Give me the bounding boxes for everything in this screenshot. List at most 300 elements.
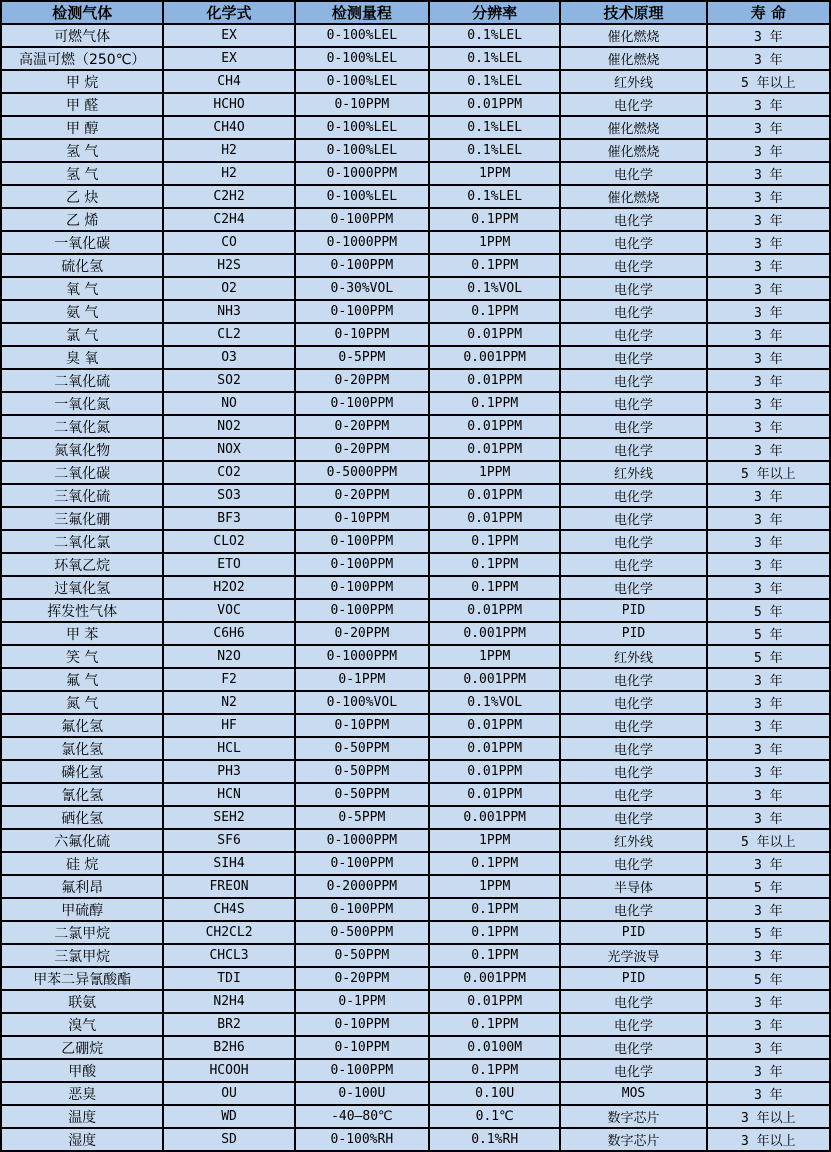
table-cell: 0.1PPM	[429, 553, 560, 576]
table-row	[1, 714, 830, 737]
table-cell: 0-100%VOL	[295, 691, 429, 714]
table-cell: 可燃气体	[1, 24, 163, 47]
table-row	[1, 645, 830, 668]
table-cell: 氰化氢	[1, 783, 163, 806]
table-cell: 0-50PPM	[295, 783, 429, 806]
table-cell: 0.001PPM	[429, 806, 560, 829]
table-cell: NO2	[163, 415, 294, 438]
table-cell: 0.1%LEL	[429, 185, 560, 208]
table-cell: CH4O	[163, 116, 294, 139]
table-cell: 3 年	[707, 47, 830, 70]
table-cell: 0.10U	[429, 1082, 560, 1105]
table-cell: 0.01PPM	[429, 415, 560, 438]
table-cell: H2S	[163, 254, 294, 277]
table-cell: 3 年	[707, 346, 830, 369]
table-cell: 1PPM	[429, 231, 560, 254]
table-cell: 0-5000PPM	[295, 461, 429, 484]
table-cell: 0-20PPM	[295, 415, 429, 438]
table-cell: 0-1PPM	[295, 990, 429, 1013]
table-cell: 电化学	[560, 346, 706, 369]
table-cell: 0-100%LEL	[295, 70, 429, 93]
table-cell: 0-1000PPM	[295, 162, 429, 185]
table-cell: 一氧化碳	[1, 231, 163, 254]
table-cell: 0-20PPM	[295, 622, 429, 645]
table-cell: MOS	[560, 1082, 706, 1105]
table-row	[1, 806, 830, 829]
table-row	[1, 1128, 830, 1151]
table-cell: 0-1000PPM	[295, 231, 429, 254]
table-cell: 0.1PPM	[429, 921, 560, 944]
table-cell: 硫化氢	[1, 254, 163, 277]
table-cell: 3 年	[707, 277, 830, 300]
table-row	[1, 576, 830, 599]
table-cell: 电化学	[560, 1013, 706, 1036]
table-row	[1, 622, 830, 645]
table-row	[1, 24, 830, 47]
table-cell: 氢 气	[1, 139, 163, 162]
table-cell: 0.1PPM	[429, 898, 560, 921]
table-cell: NH3	[163, 300, 294, 323]
table-cell: C6H6	[163, 622, 294, 645]
table-cell: 0-100PPM	[295, 208, 429, 231]
table-cell: 0-100%LEL	[295, 139, 429, 162]
table-row	[1, 438, 830, 461]
column-header-gas: 检测气体	[1, 1, 163, 24]
table-cell: 3 年	[707, 507, 830, 530]
table-cell: 0-1PPM	[295, 668, 429, 691]
table-cell: 3 年	[707, 990, 830, 1013]
table-cell: 电化学	[560, 277, 706, 300]
table-cell: N2H4	[163, 990, 294, 1013]
table-cell: 电化学	[560, 1059, 706, 1082]
table-cell: FREON	[163, 875, 294, 898]
table-cell: 甲苯二异氰酸酯	[1, 967, 163, 990]
table-cell: 乙硼烷	[1, 1036, 163, 1059]
table-row	[1, 921, 830, 944]
table-cell: 0-100PPM	[295, 530, 429, 553]
table-cell: 5 年	[707, 645, 830, 668]
table-row	[1, 691, 830, 714]
table-cell: 3 年	[707, 116, 830, 139]
table-cell: 3 年	[707, 254, 830, 277]
table-cell: 0-100PPM	[295, 300, 429, 323]
table-cell: 3 年	[707, 852, 830, 875]
table-row	[1, 1082, 830, 1105]
table-cell: 二氧化氯	[1, 530, 163, 553]
column-header-range: 检测量程	[295, 1, 429, 24]
table-cell: N2	[163, 691, 294, 714]
table-body	[1, 24, 830, 1151]
table-cell: B2H6	[163, 1036, 294, 1059]
table-cell: 0.01PPM	[429, 737, 560, 760]
table-cell: 0-50PPM	[295, 760, 429, 783]
table-cell: 0.1PPM	[429, 852, 560, 875]
table-row	[1, 461, 830, 484]
table-cell: 湿度	[1, 1128, 163, 1151]
table-cell: PID	[560, 921, 706, 944]
table-cell: 甲 烷	[1, 70, 163, 93]
table-cell: 0-100PPM	[295, 254, 429, 277]
table-cell: 5 年以上	[707, 461, 830, 484]
table-cell: 1PPM	[429, 461, 560, 484]
table-row	[1, 47, 830, 70]
column-header-resolution: 分辨率	[429, 1, 560, 24]
table-cell: 0.01PPM	[429, 323, 560, 346]
table-cell: 温度	[1, 1105, 163, 1128]
table-row	[1, 599, 830, 622]
table-cell: 3 年	[707, 93, 830, 116]
table-cell: 0.1PPM	[429, 1013, 560, 1036]
table-cell: 甲硫醇	[1, 898, 163, 921]
table-row	[1, 254, 830, 277]
table-row	[1, 70, 830, 93]
table-cell: 0.01PPM	[429, 369, 560, 392]
table-cell: 数字芯片	[560, 1105, 706, 1128]
table-row	[1, 852, 830, 875]
table-cell: CO	[163, 231, 294, 254]
table-cell: SF6	[163, 829, 294, 852]
table-cell: 氟利昂	[1, 875, 163, 898]
table-cell: 二氯甲烷	[1, 921, 163, 944]
table-cell: 六氟化硫	[1, 829, 163, 852]
table-cell: CO2	[163, 461, 294, 484]
table-cell: O3	[163, 346, 294, 369]
table-cell: C2H2	[163, 185, 294, 208]
table-cell: 0.01PPM	[429, 599, 560, 622]
table-cell: 3 年	[707, 484, 830, 507]
table-cell: 0.1%LEL	[429, 24, 560, 47]
table-cell: VOC	[163, 599, 294, 622]
table-cell: PH3	[163, 760, 294, 783]
table-cell: 0.1PPM	[429, 208, 560, 231]
table-cell: 电化学	[560, 507, 706, 530]
table-cell: 3 年	[707, 668, 830, 691]
table-cell: 挥发性气体	[1, 599, 163, 622]
table-cell: 0-10PPM	[295, 323, 429, 346]
table-cell: 电化学	[560, 231, 706, 254]
table-row	[1, 990, 830, 1013]
table-cell: 5 年	[707, 921, 830, 944]
table-cell: 1PPM	[429, 162, 560, 185]
table-cell: 电化学	[560, 369, 706, 392]
table-cell: 3 年以上	[707, 1105, 830, 1128]
table-cell: 0.01PPM	[429, 507, 560, 530]
table-cell: 0-100U	[295, 1082, 429, 1105]
table-cell: 3 年	[707, 691, 830, 714]
table-cell: 乙 炔	[1, 185, 163, 208]
table-cell: 0.1PPM	[429, 944, 560, 967]
table-cell: 电化学	[560, 553, 706, 576]
table-cell: PID	[560, 622, 706, 645]
table-row	[1, 1059, 830, 1082]
table-cell: N2O	[163, 645, 294, 668]
table-cell: 5 年以上	[707, 70, 830, 93]
table-cell: 0-10PPM	[295, 93, 429, 116]
table-row	[1, 553, 830, 576]
table-cell: 0-100PPM	[295, 852, 429, 875]
table-cell: 0-2000PPM	[295, 875, 429, 898]
table-row	[1, 783, 830, 806]
table-cell: 0.1PPM	[429, 530, 560, 553]
table-row	[1, 369, 830, 392]
table-cell: 电化学	[560, 484, 706, 507]
table-cell: 0-20PPM	[295, 967, 429, 990]
table-cell: CHCL3	[163, 944, 294, 967]
table-cell: 电化学	[560, 208, 706, 231]
table-cell: 一氧化氮	[1, 392, 163, 415]
table-row	[1, 185, 830, 208]
table-cell: H2	[163, 139, 294, 162]
table-cell: 0.1%LEL	[429, 70, 560, 93]
table-cell: 0.1%LEL	[429, 47, 560, 70]
table-cell: 3 年	[707, 737, 830, 760]
table-cell: 三氟化硼	[1, 507, 163, 530]
table-cell: 氢 气	[1, 162, 163, 185]
table-cell: 0-30%VOL	[295, 277, 429, 300]
header-row	[1, 1, 830, 24]
table-cell: 0-5PPM	[295, 346, 429, 369]
table-cell: NOX	[163, 438, 294, 461]
table-cell: EX	[163, 24, 294, 47]
table-cell: HF	[163, 714, 294, 737]
table-cell: 甲酸	[1, 1059, 163, 1082]
table-cell: NO	[163, 392, 294, 415]
table-cell: TDI	[163, 967, 294, 990]
table-row	[1, 944, 830, 967]
table-row	[1, 208, 830, 231]
table-cell: 0-100PPM	[295, 599, 429, 622]
table-cell: 电化学	[560, 254, 706, 277]
table-cell: 催化燃烧	[560, 139, 706, 162]
table-cell: CL2	[163, 323, 294, 346]
table-cell: 5 年	[707, 967, 830, 990]
table-cell: 0.1PPM	[429, 392, 560, 415]
table-cell: 0.01PPM	[429, 990, 560, 1013]
table-cell: 3 年	[707, 806, 830, 829]
table-cell: 3 年	[707, 1059, 830, 1082]
table-cell: F2	[163, 668, 294, 691]
table-cell: 二氧化碳	[1, 461, 163, 484]
table-row	[1, 139, 830, 162]
table-row	[1, 346, 830, 369]
table-cell: 5 年	[707, 599, 830, 622]
table-cell: 0-100PPM	[295, 898, 429, 921]
table-cell: 3 年	[707, 760, 830, 783]
table-cell: 恶臭	[1, 1082, 163, 1105]
table-cell: 电化学	[560, 806, 706, 829]
table-cell: HCN	[163, 783, 294, 806]
table-cell: SO3	[163, 484, 294, 507]
table-cell: CH2CL2	[163, 921, 294, 944]
column-header-principle: 技术原理	[560, 1, 706, 24]
table-cell: 三氧化硫	[1, 484, 163, 507]
table-cell: 0.1PPM	[429, 254, 560, 277]
table-row	[1, 668, 830, 691]
table-cell: 0-50PPM	[295, 944, 429, 967]
table-cell: 0.01PPM	[429, 484, 560, 507]
table-cell: 0-1000PPM	[295, 645, 429, 668]
table-cell: 0-100%LEL	[295, 116, 429, 139]
table-cell: 0.1PPM	[429, 1059, 560, 1082]
table-cell: 3 年	[707, 139, 830, 162]
table-cell: 3 年	[707, 162, 830, 185]
table-cell: 红外线	[560, 645, 706, 668]
table-cell: SD	[163, 1128, 294, 1151]
table-cell: 3 年	[707, 944, 830, 967]
table-cell: 电化学	[560, 392, 706, 415]
table-cell: 电化学	[560, 93, 706, 116]
table-cell: 红外线	[560, 70, 706, 93]
table-cell: OU	[163, 1082, 294, 1105]
table-row	[1, 277, 830, 300]
table-cell: 催化燃烧	[560, 47, 706, 70]
table-row	[1, 93, 830, 116]
table-row	[1, 737, 830, 760]
table-cell: 氟化氢	[1, 714, 163, 737]
table-row	[1, 967, 830, 990]
table-cell: SIH4	[163, 852, 294, 875]
table-cell: 3 年	[707, 576, 830, 599]
table-cell: 电化学	[560, 760, 706, 783]
table-cell: 0.1%RH	[429, 1128, 560, 1151]
table-cell: O2	[163, 277, 294, 300]
table-cell: 0.01PPM	[429, 714, 560, 737]
table-header	[1, 1, 830, 24]
table-cell: 电化学	[560, 691, 706, 714]
table-cell: 3 年	[707, 323, 830, 346]
table-cell: 电化学	[560, 300, 706, 323]
table-cell: 0-1000PPM	[295, 829, 429, 852]
table-cell: SEH2	[163, 806, 294, 829]
table-cell: 电化学	[560, 852, 706, 875]
table-cell: 联氨	[1, 990, 163, 1013]
table-cell: 3 年	[707, 300, 830, 323]
table-cell: 半导体	[560, 875, 706, 898]
table-cell: 0.01PPM	[429, 438, 560, 461]
table-cell: 催化燃烧	[560, 185, 706, 208]
table-cell: H2	[163, 162, 294, 185]
table-cell: 甲 醇	[1, 116, 163, 139]
table-cell: 硅 烷	[1, 852, 163, 875]
table-cell: -40—80℃	[295, 1105, 429, 1128]
table-cell: 1PPM	[429, 829, 560, 852]
table-cell: 0-100%LEL	[295, 185, 429, 208]
table-cell: 过氧化氢	[1, 576, 163, 599]
table-cell: 电化学	[560, 576, 706, 599]
table-row	[1, 300, 830, 323]
table-cell: 0-5PPM	[295, 806, 429, 829]
table-cell: 0-20PPM	[295, 484, 429, 507]
table-cell: 二氧化氮	[1, 415, 163, 438]
table-cell: 红外线	[560, 461, 706, 484]
table-cell: 0.01PPM	[429, 783, 560, 806]
table-cell: 0-20PPM	[295, 438, 429, 461]
table-row	[1, 898, 830, 921]
table-cell: 电化学	[560, 530, 706, 553]
table-cell: 3 年	[707, 1013, 830, 1036]
table-cell: 3 年	[707, 1082, 830, 1105]
table-cell: 甲 醛	[1, 93, 163, 116]
table-row	[1, 415, 830, 438]
table-row	[1, 1036, 830, 1059]
table-cell: 3 年	[707, 783, 830, 806]
table-cell: 电化学	[560, 668, 706, 691]
table-cell: 数字芯片	[560, 1128, 706, 1151]
table-cell: 氯化氢	[1, 737, 163, 760]
table-cell: 5 年	[707, 875, 830, 898]
table-cell: 电化学	[560, 898, 706, 921]
table-cell: H2O2	[163, 576, 294, 599]
table-cell: 0.1%LEL	[429, 139, 560, 162]
table-cell: 0-20PPM	[295, 369, 429, 392]
table-cell: 3 年	[707, 553, 830, 576]
table-cell: CH4	[163, 70, 294, 93]
table-cell: 乙 烯	[1, 208, 163, 231]
table-cell: 0-100PPM	[295, 392, 429, 415]
table-cell: 5 年以上	[707, 829, 830, 852]
table-row	[1, 507, 830, 530]
table-cell: 0.01PPM	[429, 93, 560, 116]
table-cell: SO2	[163, 369, 294, 392]
table-cell: 氧 气	[1, 277, 163, 300]
table-cell: 高温可燃（250℃）	[1, 47, 163, 70]
table-cell: C2H4	[163, 208, 294, 231]
table-cell: 0.1%VOL	[429, 691, 560, 714]
table-cell: 3 年	[707, 898, 830, 921]
table-cell: 3 年	[707, 369, 830, 392]
table-cell: 5 年	[707, 622, 830, 645]
table-row	[1, 530, 830, 553]
table-cell: CLO2	[163, 530, 294, 553]
table-cell: PID	[560, 967, 706, 990]
table-row	[1, 875, 830, 898]
table-cell: WD	[163, 1105, 294, 1128]
table-cell: 环氧乙烷	[1, 553, 163, 576]
table-cell: 0-100PPM	[295, 576, 429, 599]
table-cell: 电化学	[560, 438, 706, 461]
table-cell: 0.1PPM	[429, 576, 560, 599]
table-cell: 0.1%LEL	[429, 116, 560, 139]
table-row	[1, 829, 830, 852]
table-cell: 0-10PPM	[295, 714, 429, 737]
table-cell: 氟 气	[1, 668, 163, 691]
table-cell: 氯 气	[1, 323, 163, 346]
table-cell: 0.1℃	[429, 1105, 560, 1128]
table-cell: 3 年	[707, 208, 830, 231]
table-row	[1, 1013, 830, 1036]
table-cell: 0.01PPM	[429, 760, 560, 783]
table-cell: 电化学	[560, 415, 706, 438]
table-cell: 0.1PPM	[429, 300, 560, 323]
column-header-formula: 化学式	[163, 1, 294, 24]
table-cell: 0-100%RH	[295, 1128, 429, 1151]
table-cell: 电化学	[560, 714, 706, 737]
table-cell: 3 年	[707, 415, 830, 438]
table-cell: HCOOH	[163, 1059, 294, 1082]
table-cell: 0-100%LEL	[295, 47, 429, 70]
table-cell: 催化燃烧	[560, 116, 706, 139]
table-cell: 0.0100M	[429, 1036, 560, 1059]
table-cell: 3 年	[707, 1036, 830, 1059]
table-cell: 1PPM	[429, 645, 560, 668]
table-cell: 氮氧化物	[1, 438, 163, 461]
table-row	[1, 162, 830, 185]
table-cell: 0-10PPM	[295, 507, 429, 530]
table-cell: 3 年	[707, 24, 830, 47]
table-cell: 红外线	[560, 829, 706, 852]
table-cell: 0.001PPM	[429, 622, 560, 645]
table-row	[1, 484, 830, 507]
